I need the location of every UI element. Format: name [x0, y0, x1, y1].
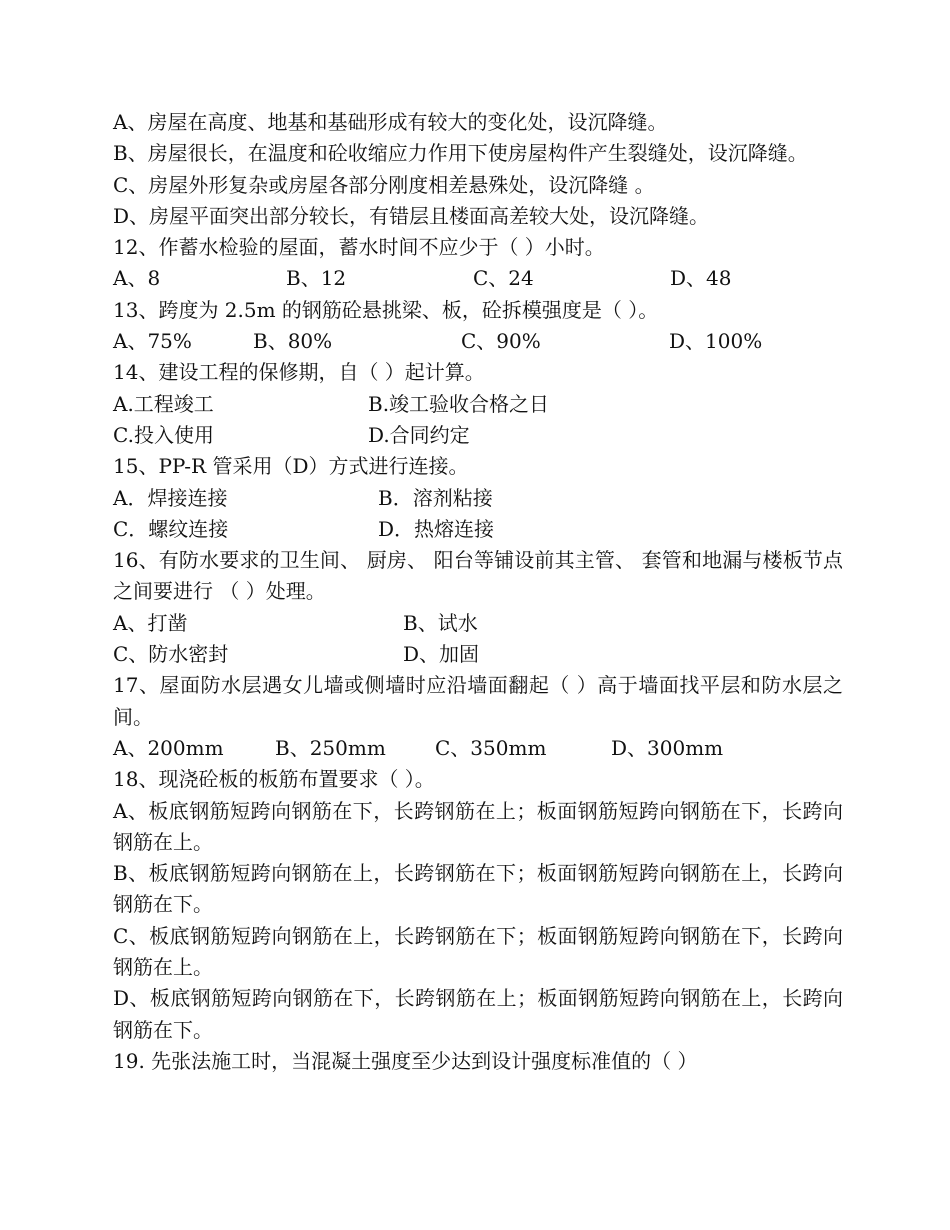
- q13-stem: 13、跨度为 2.5m 的钢筋砼悬挑梁、板，砼拆模强度是（ ）。: [113, 297, 659, 322]
- q15-options-row2: [113, 514, 843, 545]
- q16-option-b: B、试水: [403, 610, 478, 635]
- q18-option-d: D、板底钢筋短跨向钢筋在下，长跨钢筋在上；板面钢筋短跨向钢筋在上，长跨向钢筋在下。: [113, 986, 843, 1042]
- q16-options-row2: [113, 639, 843, 670]
- q11-option-d: D、房屋平面突出部分较长，有错层且楼面高差较大处，设沉降缝。: [113, 203, 710, 228]
- q14-option-c: C.投入使用: [113, 422, 214, 447]
- q17-option-c: C、350mm: [435, 735, 547, 760]
- q12-options: [113, 263, 843, 294]
- q19-stem: 19. 先张法施工时，当混凝土强度至少达到设计强度标准值的（ ）: [113, 1048, 698, 1073]
- q15-stem: 15、PP-R 管采用（D）方式进行连接。: [113, 454, 469, 479]
- q17-option-d: D、300mm: [611, 735, 724, 760]
- q11-option-c: C、房屋外形复杂或房屋各部分刚度相差悬殊处，设沉降缝 。: [113, 172, 655, 197]
- q14-option-b: B.竣工验收合格之日: [368, 391, 550, 416]
- q15-options-row1: [113, 483, 843, 514]
- q16-option-d: D、加固: [403, 642, 480, 667]
- q12-option-a: A、8: [113, 266, 161, 291]
- q15-option-a: A．焊接连接: [113, 485, 228, 510]
- q18-option-b: B、板底钢筋短跨向钢筋在上，长跨钢筋在下；板面钢筋短跨向钢筋在上，长跨向钢筋在下。: [113, 861, 843, 917]
- q16-option-a: A、打凿: [113, 610, 188, 635]
- q17-options: [113, 733, 843, 764]
- q17-option-b: B、250mm: [275, 735, 386, 760]
- q12-option-c: C、24: [473, 266, 534, 291]
- q11-option-a: A、房屋在高度、地基和基础形成有较大的变化处，设沉降缝。: [113, 110, 668, 134]
- q18-option-a: A、板底钢筋短跨向钢筋在下，长跨钢筋在上；板面钢筋短跨向钢筋在下，长跨向钢筋在上。: [113, 798, 843, 854]
- q15-option-b: B．溶剂粘接: [378, 485, 493, 510]
- q13-option-a: A、75%: [113, 329, 192, 354]
- q14-options-row1: [113, 389, 843, 420]
- q15-option-d: D．热熔连接: [378, 516, 495, 541]
- q13-option-b: B、80%: [253, 329, 333, 354]
- q16-stem: 16、有防水要求的卫生间、 厨房、 阳台等铺设前其主管、 套管和地漏与楼板节点之间要进行 （ ）处理。: [113, 548, 843, 604]
- q15-option-c: C．螺纹连接: [113, 516, 229, 541]
- question-text-block: [113, 107, 843, 1077]
- q16-option-c: C、防水密封: [113, 642, 229, 667]
- q14-options-row2: [113, 420, 843, 451]
- q12-option-d: D、48: [670, 266, 732, 291]
- q14-option-d: D.合同约定: [368, 422, 470, 447]
- q16-options-row1: [113, 608, 843, 639]
- q12-option-b: B、12: [286, 266, 347, 291]
- q18-stem: 18、现浇砼板的板筋布置要求（ ）。: [113, 767, 435, 792]
- q12-stem: 12、作蓄水检验的屋面，蓄水时间不应少于（ ）小时。: [113, 235, 605, 260]
- q13-option-c: C、90%: [461, 329, 541, 354]
- q13-option-d: D、100%: [669, 329, 763, 354]
- q17-option-a: A、200mm: [113, 735, 224, 760]
- q14-option-a: A.工程竣工: [113, 391, 214, 416]
- q17-stem: 17、屋面防水层遇女儿墙或侧墙时应沿墙面翻起（ ）高于墙面找平层和防水层之间。: [113, 673, 843, 729]
- q14-stem: 14、建设工程的保修期，自（ ）起计算。: [113, 360, 485, 385]
- q18-option-c: C、板底钢筋短跨向钢筋在上，长跨钢筋在下；板面钢筋短跨向钢筋在下，长跨向钢筋在上。: [113, 923, 843, 980]
- q11-option-b: B、房屋很长，在温度和砼收缩应力作用下使房屋构件产生裂缝处，设沉降缝。: [113, 141, 808, 166]
- q13-options: [113, 326, 843, 357]
